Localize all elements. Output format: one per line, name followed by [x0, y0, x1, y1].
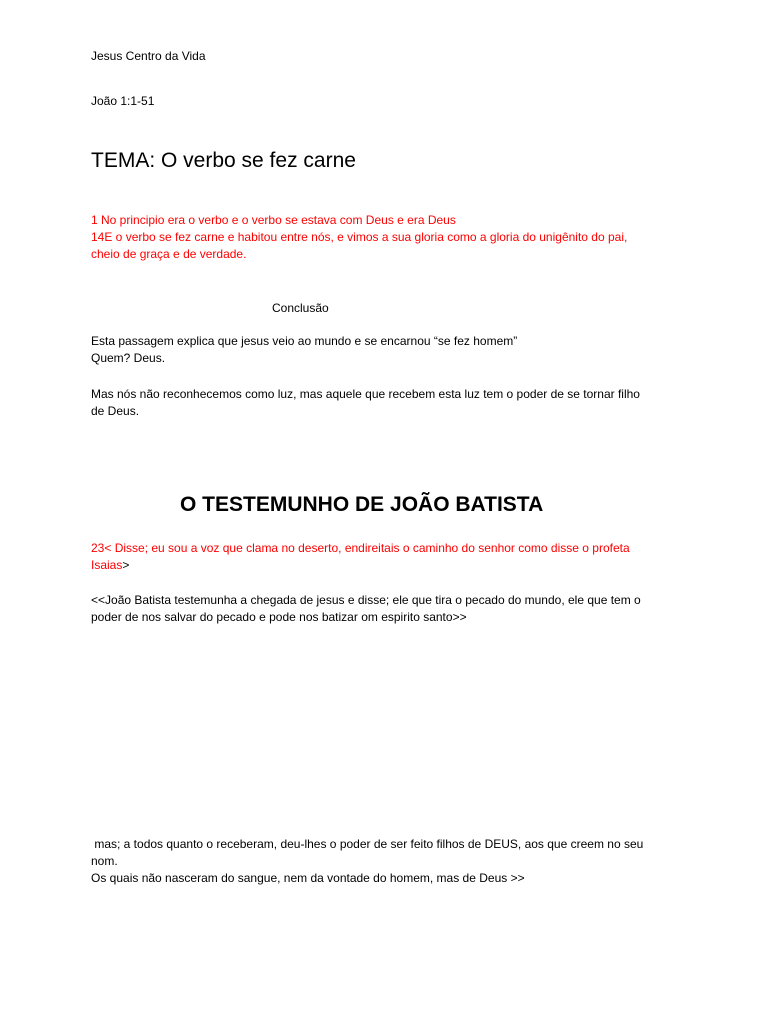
paragraph-line: mas; a todos quanto o receberam, deu-lhes o poder de ser feito filhos de DEUS, aos que creem no seu — [91, 837, 644, 851]
verse-line: Isaias — [91, 558, 123, 572]
paragraph-line: Quem? Deus. — [91, 351, 166, 365]
verse-23 — [91, 540, 681, 574]
conclusao-paragraph-2 — [91, 386, 681, 420]
section-heading: O TESTEMUNHO DE JOÃO BATISTA — [180, 493, 544, 516]
tema-heading: TEMA: O verbo se fez carne — [91, 149, 356, 172]
paragraph-line: Mas nós não reconhecemos como luz, mas aquele que recebem esta luz tem o poder de se tornar filho — [91, 387, 640, 401]
verse-closing-mark: > — [122, 558, 130, 572]
final-paragraph — [91, 836, 681, 887]
conclusao-heading: Conclusão — [272, 301, 329, 315]
verse-line: 1 No principio era o verbo e o verbo se estava com Deus e era Deus — [91, 213, 456, 227]
testemunho-paragraph — [91, 592, 681, 626]
paragraph-line: Os quais não nasceram do sangue, nem da vontade do homem, mas de Deus >> — [91, 871, 525, 885]
verse-line: 14E o verbo se fez carne e habitou entre nós, e vimos a sua gloria como a gloria do unigênito do pai, — [91, 230, 628, 244]
verse-line: cheio de graça e de verdade. — [91, 247, 247, 261]
paragraph-line: nom. — [91, 854, 118, 868]
paragraph-line: poder de nos salvar do pecado e pode nos batizar om espirito santo>> — [91, 610, 467, 624]
opening-verses — [91, 212, 681, 263]
conclusao-paragraph — [91, 333, 681, 367]
document-header: Jesus Centro da Vida — [91, 49, 206, 63]
scripture-reference: João 1:1-51 — [91, 94, 155, 108]
paragraph-line: de Deus. — [91, 404, 140, 418]
verse-line: 23< Disse; eu sou a voz que clama no deserto, endireitais o caminho do senhor como disse o profeta — [91, 541, 630, 555]
paragraph-line: Esta passagem explica que jesus veio ao mundo e se encarnou “se fez homem” — [91, 334, 518, 348]
paragraph-line: <<João Batista testemunha a chegada de jesus e disse; ele que tira o pecado do mundo, ele que tem o — [91, 593, 641, 607]
